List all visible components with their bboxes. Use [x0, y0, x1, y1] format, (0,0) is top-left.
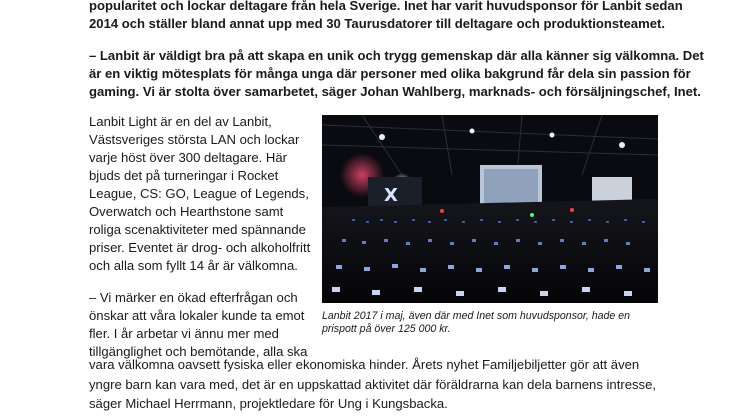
- bottom-line-2: yngre barn kan vara med, det är en uppskattad aktivitet där föräldrarna kan dela barnens intresse,: [89, 377, 656, 392]
- photo-caption: Lanbit 2017 i maj, även där med Inet som huvudsponsor, hade en prispott på över 125 000 kr.: [322, 310, 631, 335]
- stage-sign: X: [384, 185, 398, 206]
- text-column: [89, 113, 311, 361]
- event-photo: [322, 115, 658, 303]
- quote-line-1: – Lanbit är väldigt bra på att skapa en unik och trygg gemenskap där alla känner sig välkomna. Det: [89, 48, 704, 63]
- paragraph-quote-start: – Vi märker en ökad efterfrågan och önskar att våra lokaler kunde ta emot fler. I år arbetar vi ännu mer med tillgänglighet och bemötande, alla ska: [89, 290, 308, 359]
- quote-line-3: gaming. Vi är stolta över samarbetet, säger Johan Wahlberg, marknads- och försäljningschef, Inet.: [89, 84, 701, 99]
- bottom-line-3: säger Michael Herrmann, projektledare för Ung i Kungsbacka.: [89, 396, 448, 411]
- intro-line-2: 2014 och ställer bland annat upp med 30 Taurusdatorer till deltagare och produktionsteamet.: [89, 16, 666, 31]
- lan-hall-image: [322, 115, 658, 303]
- paragraph-event-info: Lanbit Light är en del av Lanbit, Västsveriges största LAN och lockar varje höst över 300 deltagare. Här bjuds det på turneringar i Rocket League, CS: GO, League of Legends, Overwatch och Hearthstone samt roliga scenaktiviteter med spännande priser. Eventet är drog- och alkoholfritt och alla som fyllt 14 år är välkomna.: [89, 114, 311, 273]
- quote-line-2: är en viktig mötesplats för många unga där personer med olika bakgrund får dela sin passion för: [89, 66, 691, 81]
- intro-line-1: popularitet och lockar deltagare från hela Sverige. Inet har varit huvudsponsor för Lanbit sedan: [89, 0, 683, 13]
- bottom-line-1: vara välkomna oavsett fysiska eller ekonomiska hinder. Årets nyhet Familjebiljetter gör att även: [89, 357, 640, 372]
